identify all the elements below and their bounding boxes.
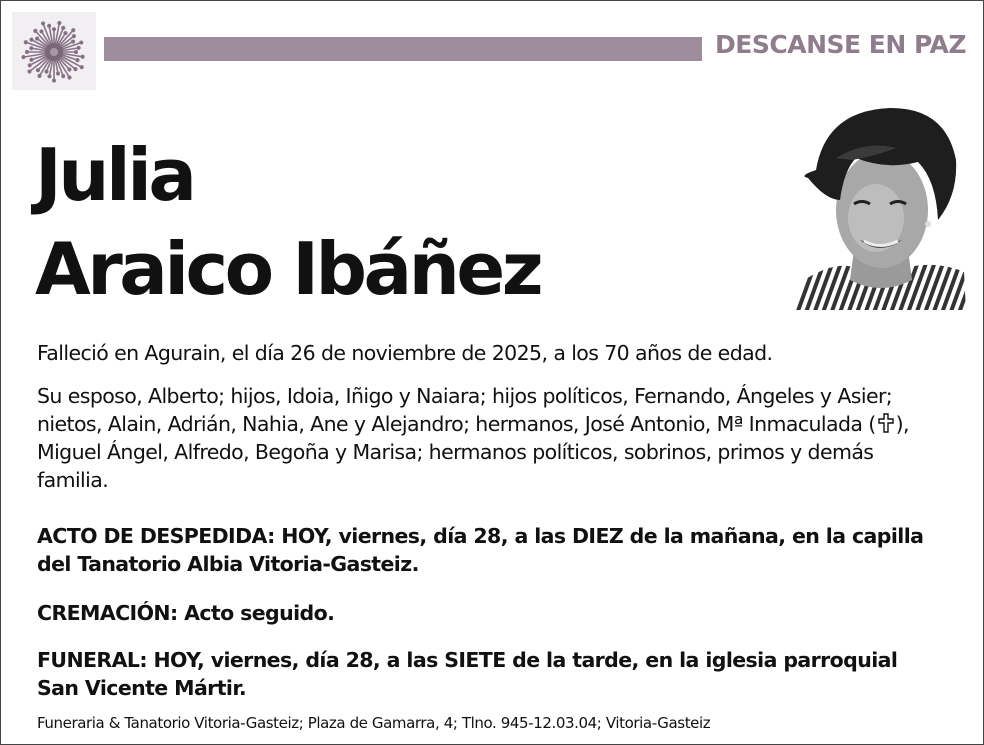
portrait-photo — [796, 100, 966, 310]
deceased-name — [35, 128, 540, 316]
surnames: Araico Ibáñez — [35, 227, 541, 311]
funeral-home-footer: Funeraria & Tanatorio Vitoria-Gasteiz; Plaza de Gamarra, 4; Tlno. 945-12.03.04; Vitoria-Gasteiz — [37, 714, 711, 732]
death-notice: Falleció en Agurain, el día 26 de noviembre de 2025, a los 70 años de edad. — [37, 341, 773, 365]
cross-icon — [876, 412, 896, 434]
header-title: DESCANSE EN PAZ — [715, 30, 966, 59]
flower-icon — [12, 12, 96, 90]
family-list-part-1: Su esposo, Alberto; hijos, Idoia, Iñigo y Naiara; hijos políticos, Fernando, Ángeles y Asier; nietos, Alain, Adrián, Nahia, Ane y Alejandro; hermanos, José Antonio, Mª Inmaculada ( — [37, 384, 893, 436]
cremation: CREMACIÓN: Acto seguido. — [37, 601, 335, 625]
family-list-part-2: ), Miguel Ángel, Alfredo, Begoña y Marisa; hermanos políticos, sobrinos, primos y demás familia. — [37, 412, 909, 492]
family-list — [37, 382, 937, 494]
header-bar — [104, 37, 702, 61]
first-name: Julia — [35, 133, 194, 217]
farewell-act: ACTO DE DESPEDIDA: HOY, viernes, día 28, a las DIEZ de la mañana, en la capilla del Tanatorio Albia Vitoria-Gasteiz. — [37, 524, 924, 576]
funeral: FUNERAL: HOY, viernes, día 28, a las SIETE de la tarde, en la iglesia parroquial San Vicente Mártir. — [37, 648, 898, 700]
